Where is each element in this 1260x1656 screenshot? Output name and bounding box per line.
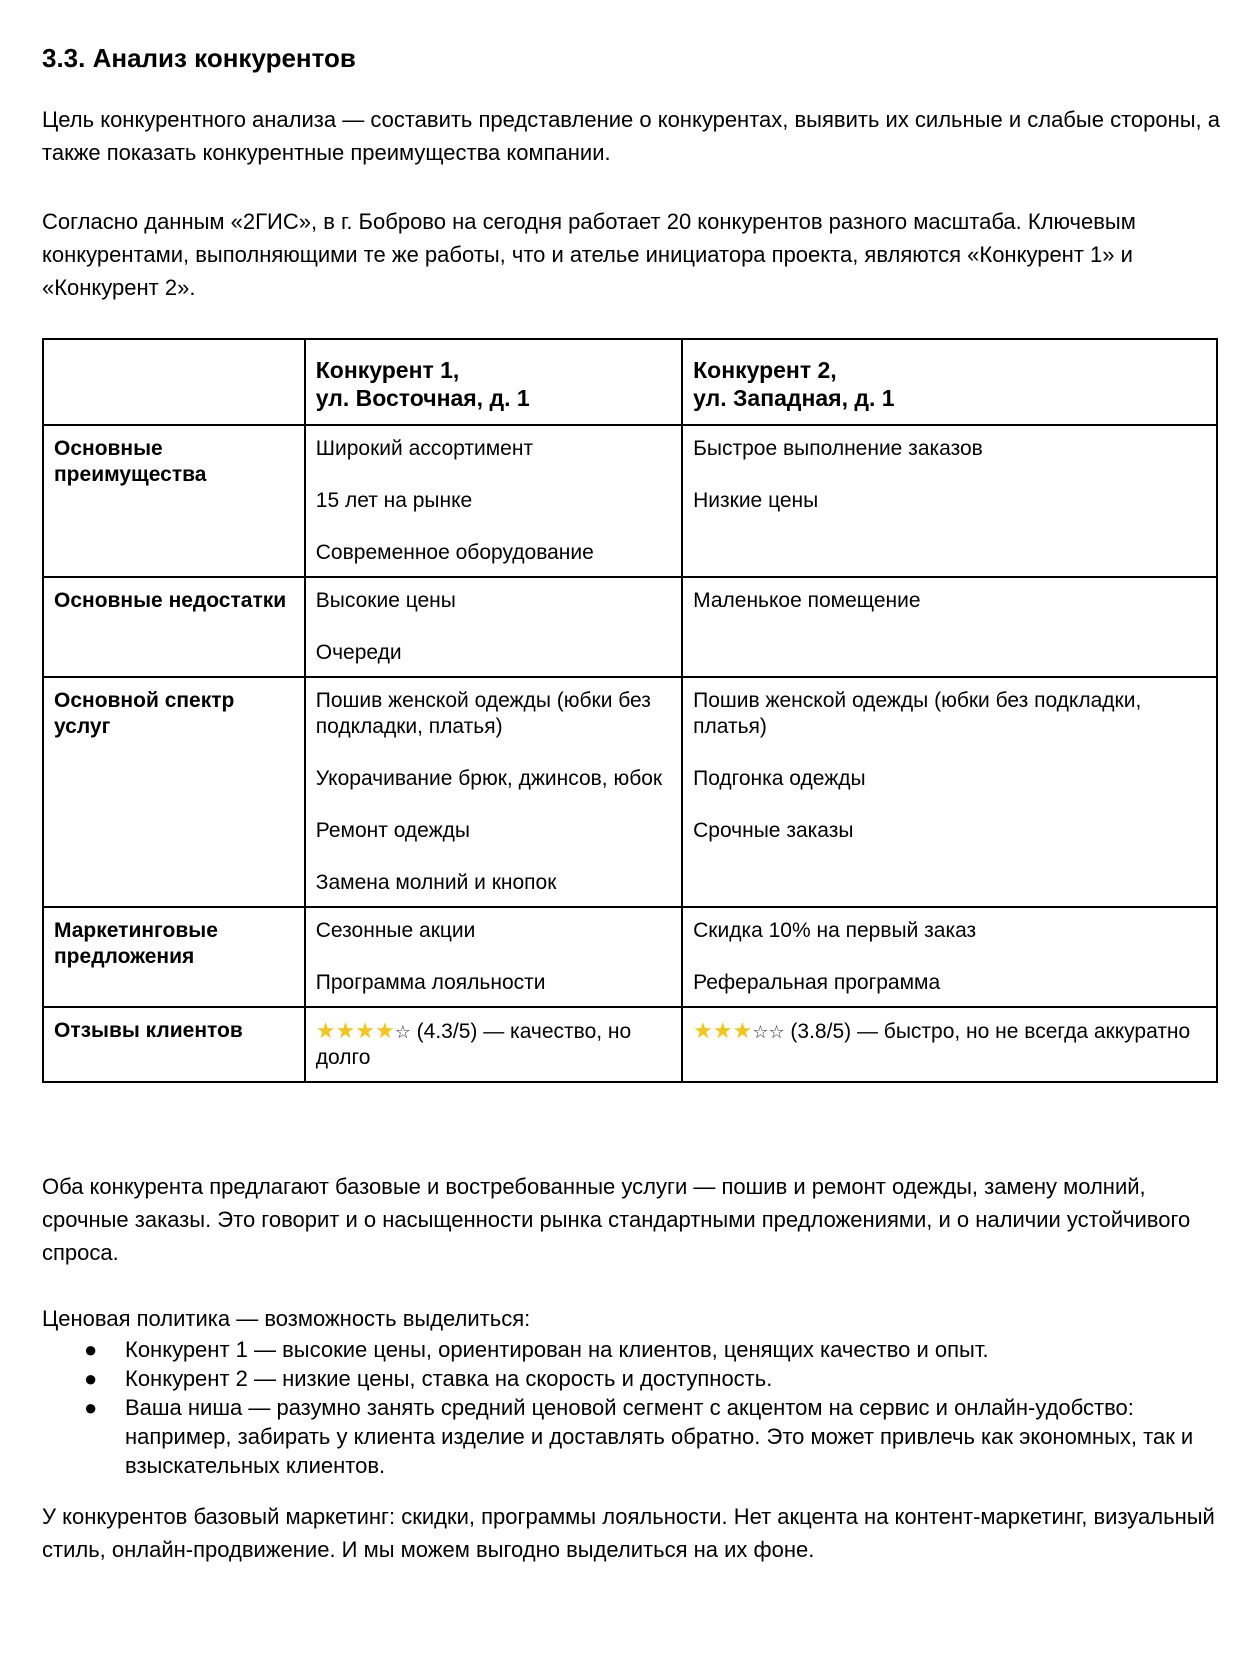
competitor-1-cell [305, 907, 682, 1007]
competitor-2-address: ул. Западная, д. 1 [693, 385, 895, 411]
competitor-1-address: ул. Восточная, д. 1 [315, 385, 530, 411]
list-item [42, 1335, 1222, 1364]
review-text: (3.8/5) — быстро, но не всегда аккуратно [784, 1020, 1191, 1043]
table-body [43, 425, 1217, 1082]
table-row [43, 677, 1217, 907]
star-filled-icon: ★ [732, 1018, 753, 1043]
cell-item: Быстрое выполнение заказов [693, 437, 983, 460]
star-filled-icon: ★ [315, 1018, 336, 1043]
table-row [43, 907, 1217, 1007]
cell-item: Современное оборудование [315, 541, 594, 564]
row-label: Основной спектр услуг [43, 677, 305, 907]
row-label: Отзывы клиентов [43, 1007, 305, 1082]
star-empty-icon: ☆ [768, 1022, 785, 1042]
row-label: Основные недостатки [43, 577, 305, 677]
competitor-1-cell [305, 425, 682, 577]
competitor-1-cell [305, 677, 682, 907]
list-item-text: Конкурент 2 — низкие цены, ставка на скорость и доступность. [125, 1366, 773, 1391]
cell-item: Низкие цены [693, 489, 819, 512]
summary-paragraph: Оба конкурента предлагают базовые и востребованные услуги — пошив и ремонт одежды, замену молний, срочные заказы. Это говорит и о насыщенности рынка стандартными предложениями, и о наличии устойчивого спроса. [42, 1174, 1191, 1265]
star-filled-icon: ★ [355, 1018, 375, 1043]
cell-item: Программа лояльности [315, 971, 546, 994]
source-paragraph: Согласно данным «2ГИС», в г. Боброво на сегодня работает 20 конкурентов разного масштаба. Ключевым конкурентами, выполняющими те же работы, что и ателье инициатора проекта, являются «Конкурент 1» и «Конкурент 2». [42, 209, 1136, 300]
pricing-bullet-list [42, 1335, 1222, 1480]
cell-item: Укорачивание брюк, джинсов, юбок [315, 767, 663, 790]
table-header-empty-cell [43, 339, 305, 425]
marketing-paragraph: У конкурентов базовый маркетинг: скидки, программы лояльности. Нет акцента на контент-маркетинг, визуальный стиль, онлайн-продвижение. И мы можем выгодно выделиться на их фоне. [42, 1504, 1215, 1562]
competitor-1-name: Конкурент 1, [315, 357, 460, 383]
competitor-1-cell [305, 577, 682, 677]
competitor-table [42, 338, 1218, 1083]
cell-item: Скидка 10% на первый заказ [693, 919, 977, 942]
list-item [42, 1393, 1222, 1480]
cell-item: Широкий ассортимент [315, 437, 534, 460]
list-item-text: Ваша ниша — разумно занять средний ценовой сегмент с акцентом на сервис и онлайн-удобство: например, забирать у клиента изделие и доставлять обратно. Это может привлечь как экономных, так и взыскательных клиентов. [125, 1395, 1194, 1478]
competitor-2-name: Конкурент 2, [693, 357, 837, 383]
list-item-text: Конкурент 1 — высокие цены, ориентирован на клиентов, ценящих качество и опыт. [125, 1337, 989, 1362]
cell-item: 15 лет на рынке [315, 489, 473, 512]
competitor-1-cell [305, 1007, 682, 1082]
cell-item: Маленькое помещение [693, 589, 921, 612]
table-header-competitor-1 [305, 339, 682, 425]
table-header-row [43, 339, 1217, 425]
bullet-icon: ● [84, 1366, 98, 1391]
cell-item: Подгонка одежды [693, 767, 866, 790]
bullet-icon: ● [84, 1395, 98, 1420]
cell-item: Пошив женской одежды (юбки без подкладки, платья) [315, 689, 651, 738]
intro-paragraph: Цель конкурентного анализа — составить представление о конкурентах, выявить их сильные и слабые стороны, а также показать конкурентные преимущества компании. [42, 107, 1221, 165]
competitor-2-cell [682, 577, 1217, 677]
star-filled-icon: ★ [712, 1018, 733, 1043]
cell-item: Срочные заказы [693, 819, 854, 842]
competitor-2-cell [682, 425, 1217, 577]
cell-item: Замена молний и кнопок [315, 871, 557, 894]
row-label: Основные преимущества [43, 425, 305, 577]
star-filled-icon: ★ [693, 1018, 713, 1043]
star-filled-icon: ★ [335, 1018, 356, 1043]
competitor-2-cell [682, 907, 1217, 1007]
cell-item: Очереди [315, 641, 402, 664]
table-row [43, 425, 1217, 577]
competitor-2-cell [682, 1007, 1217, 1082]
row-label: Маркетинговые предложения [43, 907, 305, 1007]
table-header-competitor-2 [682, 339, 1217, 425]
star-empty-icon: ☆ [394, 1022, 411, 1042]
competitor-2-cell [682, 677, 1217, 907]
star-filled-icon: ★ [374, 1018, 395, 1043]
star-empty-icon: ☆ [752, 1022, 769, 1042]
cell-item: Пошив женской одежды (юбки без подкладки, платья) [693, 689, 1142, 738]
cell-item: Сезонные акции [315, 919, 476, 942]
list-item [42, 1364, 1222, 1393]
table-row [43, 577, 1217, 677]
review-text: (4.3/5) — качество, но долго [315, 1020, 632, 1069]
cell-item: Реферальная программа [693, 971, 941, 994]
bullet-icon: ● [84, 1337, 98, 1362]
table-row [43, 1007, 1217, 1082]
pricing-intro: Ценовая политика — возможность выделиться: [42, 1306, 531, 1331]
cell-item: Высокие цены [315, 589, 456, 612]
section-heading: 3.3. Анализ конкурентов [42, 43, 356, 73]
cell-item: Ремонт одежды [315, 819, 471, 842]
